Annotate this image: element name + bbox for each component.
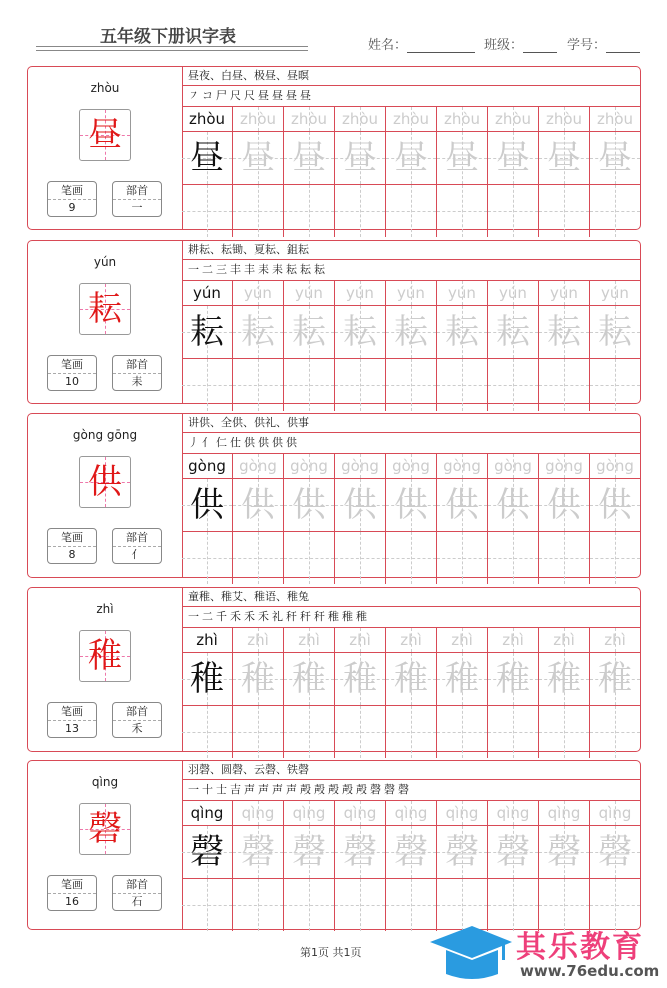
char-info <box>28 588 183 751</box>
stroke-step: 十 <box>202 783 216 796</box>
trace-char-cell[interactable]: 稚 <box>488 653 539 705</box>
stroke-count-value: 16 <box>65 895 79 908</box>
practice-cell[interactable] <box>284 532 335 584</box>
trace-char-cell[interactable]: 昼 <box>437 132 488 184</box>
pinyin-cell: yún <box>488 281 539 305</box>
trace-char-cell[interactable]: 耘 <box>233 306 284 358</box>
practice-grid <box>182 588 640 751</box>
stroke-step: 磬 <box>398 783 412 796</box>
radical-label: 部首 <box>113 356 161 374</box>
pinyin-cell: qìng <box>233 801 284 825</box>
trace-row <box>182 132 640 185</box>
stroke-order <box>182 780 640 801</box>
stroke-count-label: 笔画 <box>48 529 96 547</box>
char-info <box>28 761 183 929</box>
pinyin-cell: qìng <box>488 801 539 825</box>
pinyin-cell: zhì <box>386 628 437 652</box>
stroke-step: 亻 <box>202 436 216 449</box>
pinyin-cell: gòng <box>539 454 590 478</box>
pinyin-cell: zhì <box>182 628 233 652</box>
trace-char-cell[interactable]: 耘 <box>284 306 335 358</box>
model-char-cell[interactable]: 昼 <box>182 132 233 184</box>
trace-char-cell[interactable]: 耘 <box>488 306 539 358</box>
stroke-step: 昼 <box>286 89 300 102</box>
stroke-step: 声 <box>258 783 272 796</box>
pinyin-cell: qìng <box>182 801 233 825</box>
blank-row <box>182 532 640 584</box>
title-underline <box>36 46 308 51</box>
char-display: 磬 <box>88 809 122 849</box>
graduation-cap-icon <box>428 922 512 982</box>
name-label: 姓名： <box>368 38 408 53</box>
char-display-box <box>79 803 131 855</box>
practice-cell[interactable] <box>182 359 233 411</box>
practice-grid <box>182 761 640 929</box>
pinyin-cell: zhì <box>335 628 386 652</box>
stroke-step: 声 <box>244 783 258 796</box>
stroke-step: 禾 <box>244 610 258 623</box>
pinyin-cell: zhòu <box>539 107 590 131</box>
trace-char-cell[interactable]: 稚 <box>539 653 590 705</box>
practice-cell[interactable] <box>539 706 590 758</box>
pinyin-row <box>182 107 640 132</box>
char-display: 昼 <box>88 115 122 155</box>
practice-cell[interactable] <box>539 532 590 584</box>
stroke-step: 殸 <box>356 783 370 796</box>
char-pinyin: zhòu <box>90 81 120 95</box>
radical-label: 部首 <box>113 529 161 547</box>
trace-char-cell[interactable]: 磬 <box>386 826 437 878</box>
practice-cell[interactable] <box>233 706 284 758</box>
stroke-step: 一 <box>188 783 202 796</box>
pinyin-cell: zhì <box>488 628 539 652</box>
radical-value: 禾 <box>131 722 143 735</box>
practice-cell[interactable] <box>284 185 335 237</box>
char-card <box>27 66 641 230</box>
blank-row <box>182 359 640 411</box>
pinyin-cell: qìng <box>539 801 590 825</box>
logo <box>428 922 667 984</box>
trace-char-cell[interactable]: 稚 <box>590 653 640 705</box>
trace-char-cell[interactable]: 磬 <box>335 826 386 878</box>
pinyin-cell: zhòu <box>182 107 233 131</box>
trace-char-cell[interactable]: 昼 <box>386 132 437 184</box>
trace-char-cell[interactable]: 供 <box>437 479 488 531</box>
trace-char-cell[interactable]: 供 <box>539 479 590 531</box>
stroke-step: 三 <box>216 263 230 276</box>
char-info <box>28 67 183 229</box>
practice-cell[interactable] <box>182 185 233 237</box>
stroke-step: 二 <box>202 263 216 276</box>
char-card <box>27 240 641 404</box>
blank-row <box>182 185 640 237</box>
stroke-step: 秆 <box>314 610 328 623</box>
pinyin-cell: yún <box>284 281 335 305</box>
char-pinyin: gòng gōng <box>72 428 138 442</box>
stroke-step: 一 <box>188 263 202 276</box>
trace-char-cell[interactable]: 磬 <box>233 826 284 878</box>
pinyin-cell: zhòu <box>437 107 488 131</box>
stroke-step: 吉 <box>230 783 244 796</box>
stroke-order <box>182 433 640 454</box>
stroke-count-label: 笔画 <box>48 703 96 721</box>
practice-cell[interactable] <box>488 532 539 584</box>
pinyin-row <box>182 281 640 306</box>
example-words: 羽磬、圆磬、云磬、铁磬 <box>182 761 640 780</box>
stroke-step: 昼 <box>300 89 314 102</box>
stroke-count-box <box>47 181 97 217</box>
practice-cell[interactable] <box>335 532 386 584</box>
char-pinyin: qìng <box>91 775 119 789</box>
id-label: 学号： <box>567 38 607 53</box>
practice-cell[interactable] <box>386 706 437 758</box>
practice-cell[interactable] <box>335 359 386 411</box>
char-card <box>27 760 641 930</box>
trace-char-cell[interactable]: 稚 <box>233 653 284 705</box>
char-display-box <box>79 456 131 508</box>
practice-cell[interactable] <box>590 359 640 411</box>
practice-cell[interactable] <box>233 532 284 584</box>
trace-char-cell[interactable]: 稚 <box>437 653 488 705</box>
practice-cell[interactable] <box>539 359 590 411</box>
trace-char-cell[interactable]: 昼 <box>590 132 640 184</box>
trace-char-cell[interactable]: 稚 <box>284 653 335 705</box>
stroke-count-box <box>47 702 97 738</box>
stroke-count-label: 笔画 <box>48 356 96 374</box>
stroke-order <box>182 260 640 281</box>
practice-cell[interactable] <box>539 185 590 237</box>
stroke-count-value: 8 <box>68 548 76 561</box>
pinyin-row <box>182 801 640 826</box>
stroke-step: 昼 <box>258 89 272 102</box>
stroke-step: 稚 <box>356 610 370 623</box>
stroke-step: 声 <box>286 783 300 796</box>
radical-label: 部首 <box>113 182 161 200</box>
char-display: 供 <box>88 462 122 502</box>
stroke-count-value: 9 <box>68 201 76 214</box>
pinyin-cell: zhòu <box>284 107 335 131</box>
stroke-step: 仁 <box>216 436 230 449</box>
stroke-step: 尺 <box>230 89 244 102</box>
stroke-step: 昼 <box>272 89 286 102</box>
radical-value: 耒 <box>131 375 143 388</box>
stroke-step: 千 <box>216 610 230 623</box>
stroke-step: 磬 <box>384 783 398 796</box>
model-char-cell[interactable]: 耘 <box>182 306 233 358</box>
trace-char-cell[interactable]: 供 <box>590 479 640 531</box>
practice-cell[interactable] <box>182 879 233 931</box>
pinyin-cell: zhòu <box>335 107 386 131</box>
pinyin-cell: qìng <box>590 801 640 825</box>
class-label: 班级： <box>484 38 524 53</box>
char-info <box>28 241 183 403</box>
practice-cell[interactable] <box>182 706 233 758</box>
stroke-order <box>182 607 640 628</box>
pinyin-cell: qìng <box>284 801 335 825</box>
stroke-step: 殸 <box>314 783 328 796</box>
trace-char-cell[interactable]: 耘 <box>539 306 590 358</box>
stroke-step: 稚 <box>328 610 342 623</box>
trace-row <box>182 653 640 706</box>
stroke-count-box <box>47 875 97 911</box>
trace-char-cell[interactable]: 磬 <box>590 826 640 878</box>
stroke-step: 丰 <box>244 263 258 276</box>
stroke-step: ㇇ <box>188 89 202 102</box>
radical-label: 部首 <box>113 876 161 894</box>
trace-char-cell[interactable]: 磬 <box>437 826 488 878</box>
model-char-cell[interactable]: 稚 <box>182 653 233 705</box>
pinyin-cell: zhì <box>539 628 590 652</box>
page-title: 五年级下册识字表 <box>100 27 236 47</box>
pinyin-cell: zhòu <box>386 107 437 131</box>
example-words: 童稚、稚艾、稚语、稚兔 <box>182 588 640 607</box>
pinyin-cell: zhòu <box>233 107 284 131</box>
practice-cell[interactable] <box>335 706 386 758</box>
pinyin-cell: qìng <box>386 801 437 825</box>
char-card <box>27 413 641 578</box>
practice-cell[interactable] <box>335 185 386 237</box>
stroke-step: 磬 <box>370 783 384 796</box>
radical-value: 一 <box>131 201 143 214</box>
example-words: 讲供、全供、供礼、供事 <box>182 414 640 433</box>
practice-cell[interactable] <box>437 359 488 411</box>
pinyin-cell: yún <box>233 281 284 305</box>
stroke-count-value: 10 <box>65 375 79 388</box>
stroke-step: 士 <box>216 783 230 796</box>
practice-cell[interactable] <box>488 706 539 758</box>
model-char-cell[interactable]: 供 <box>182 479 233 531</box>
practice-cell[interactable] <box>488 359 539 411</box>
stroke-count-label: 笔画 <box>48 876 96 894</box>
trace-char-cell[interactable]: 耘 <box>386 306 437 358</box>
pinyin-cell: gòng <box>182 454 233 478</box>
pinyin-cell: zhòu <box>590 107 640 131</box>
name-field[interactable] <box>368 34 475 53</box>
practice-cell[interactable] <box>233 879 284 931</box>
practice-cell[interactable] <box>284 879 335 931</box>
stroke-step: 稚 <box>342 610 356 623</box>
model-char-cell[interactable]: 磬 <box>182 826 233 878</box>
stroke-step: 丿 <box>188 436 202 449</box>
stroke-step: コ <box>202 89 216 102</box>
trace-char-cell[interactable]: 稚 <box>335 653 386 705</box>
char-display: 耘 <box>88 289 122 329</box>
practice-cell[interactable] <box>590 532 640 584</box>
pinyin-cell: yún <box>437 281 488 305</box>
pinyin-cell: qìng <box>335 801 386 825</box>
pinyin-cell: zhì <box>590 628 640 652</box>
stroke-step: 供 <box>258 436 272 449</box>
pinyin-cell: gòng <box>488 454 539 478</box>
trace-char-cell[interactable]: 昼 <box>284 132 335 184</box>
char-pinyin: yún <box>93 255 117 269</box>
practice-cell[interactable] <box>437 185 488 237</box>
stroke-step: 禾 <box>230 610 244 623</box>
radical-box <box>112 181 162 217</box>
stroke-step: 二 <box>202 610 216 623</box>
logo-url: www.76edu.com <box>520 962 660 980</box>
stroke-step: 耒 <box>258 263 272 276</box>
trace-char-cell[interactable]: 昼 <box>335 132 386 184</box>
radical-value: 亻 <box>131 548 143 561</box>
stroke-step: 供 <box>272 436 286 449</box>
stroke-step: 耘 <box>314 263 328 276</box>
stroke-step: 尺 <box>244 89 258 102</box>
trace-char-cell[interactable]: 供 <box>488 479 539 531</box>
stroke-step: 殸 <box>328 783 342 796</box>
pinyin-cell: yún <box>386 281 437 305</box>
pinyin-cell: gòng <box>335 454 386 478</box>
trace-char-cell[interactable]: 昼 <box>488 132 539 184</box>
practice-cell[interactable] <box>284 706 335 758</box>
practice-cell[interactable] <box>386 532 437 584</box>
pinyin-cell: gòng <box>284 454 335 478</box>
stroke-step: 供 <box>244 436 258 449</box>
practice-cell[interactable] <box>386 359 437 411</box>
trace-char-cell[interactable]: 耘 <box>335 306 386 358</box>
trace-row <box>182 826 640 879</box>
practice-cell[interactable] <box>437 532 488 584</box>
stroke-step: 一 <box>188 610 202 623</box>
char-display-box <box>79 630 131 682</box>
radical-label: 部首 <box>113 703 161 721</box>
stroke-step: 禾 <box>258 610 272 623</box>
stroke-step: 耒 <box>272 263 286 276</box>
pinyin-cell: zhòu <box>488 107 539 131</box>
pinyin-cell: yún <box>182 281 233 305</box>
practice-cell[interactable] <box>233 185 284 237</box>
trace-char-cell[interactable]: 磬 <box>284 826 335 878</box>
pinyin-cell: yún <box>539 281 590 305</box>
trace-char-cell[interactable]: 耘 <box>437 306 488 358</box>
radical-box <box>112 528 162 564</box>
page-number: 第1页 共1页 <box>300 946 362 959</box>
trace-char-cell[interactable]: 供 <box>233 479 284 531</box>
stroke-count-value: 13 <box>65 722 79 735</box>
pinyin-cell: yún <box>335 281 386 305</box>
stroke-order <box>182 86 640 107</box>
pinyin-cell: gòng <box>386 454 437 478</box>
stroke-count-label: 笔画 <box>48 182 96 200</box>
stroke-step: 礼 <box>272 610 286 623</box>
pinyin-cell: gòng <box>437 454 488 478</box>
trace-row <box>182 479 640 532</box>
stroke-step: 仕 <box>230 436 244 449</box>
stroke-step: 秆 <box>286 610 300 623</box>
stroke-step: 殸 <box>342 783 356 796</box>
stroke-step: 殸 <box>300 783 314 796</box>
practice-grid <box>182 241 640 403</box>
trace-row <box>182 306 640 359</box>
trace-char-cell[interactable]: 供 <box>386 479 437 531</box>
stroke-step: 耘 <box>286 263 300 276</box>
char-card <box>27 587 641 752</box>
practice-cell[interactable] <box>335 879 386 931</box>
char-pinyin: zhì <box>96 602 114 616</box>
radical-value: 石 <box>131 895 143 908</box>
char-info <box>28 414 183 577</box>
radical-box <box>112 355 162 391</box>
trace-char-cell[interactable]: 昼 <box>233 132 284 184</box>
trace-char-cell[interactable]: 磬 <box>488 826 539 878</box>
pinyin-cell: zhì <box>437 628 488 652</box>
char-display: 稚 <box>88 636 122 676</box>
practice-cell[interactable] <box>284 359 335 411</box>
stroke-step: 声 <box>272 783 286 796</box>
stroke-count-box <box>47 528 97 564</box>
stroke-count-box <box>47 355 97 391</box>
trace-char-cell[interactable]: 稚 <box>386 653 437 705</box>
trace-char-cell[interactable]: 磬 <box>539 826 590 878</box>
pinyin-cell: zhì <box>284 628 335 652</box>
pinyin-cell: qìng <box>437 801 488 825</box>
trace-char-cell[interactable]: 昼 <box>539 132 590 184</box>
example-words: 昼夜、白昼、极昼、昼暝 <box>182 67 640 86</box>
char-display-box <box>79 109 131 161</box>
pinyin-cell: gòng <box>590 454 640 478</box>
stroke-step: 尸 <box>216 89 230 102</box>
trace-char-cell[interactable]: 耘 <box>590 306 640 358</box>
blank-row <box>182 706 640 758</box>
pinyin-row <box>182 454 640 479</box>
pinyin-cell: gòng <box>233 454 284 478</box>
practice-cell[interactable] <box>488 185 539 237</box>
id-field[interactable] <box>567 34 640 53</box>
practice-cell[interactable] <box>437 706 488 758</box>
logo-name: 其乐教育 <box>516 930 644 965</box>
practice-cell[interactable] <box>386 185 437 237</box>
example-words: 耕耘、耘锄、夏耘、鉏耘 <box>182 241 640 260</box>
trace-char-cell[interactable]: 供 <box>335 479 386 531</box>
stroke-step: 供 <box>286 436 300 449</box>
stroke-step: 秆 <box>300 610 314 623</box>
trace-char-cell[interactable]: 供 <box>284 479 335 531</box>
practice-cell[interactable] <box>233 359 284 411</box>
pinyin-cell: zhì <box>233 628 284 652</box>
practice-cell[interactable] <box>182 532 233 584</box>
radical-box <box>112 875 162 911</box>
radical-box <box>112 702 162 738</box>
stroke-step: 丰 <box>230 263 244 276</box>
practice-cell[interactable] <box>590 706 640 758</box>
stroke-step: 耘 <box>300 263 314 276</box>
practice-grid <box>182 414 640 577</box>
class-field[interactable] <box>484 34 557 53</box>
practice-cell[interactable] <box>590 185 640 237</box>
practice-grid <box>182 67 640 229</box>
pinyin-cell: yún <box>590 281 640 305</box>
char-display-box <box>79 283 131 335</box>
pinyin-row <box>182 628 640 653</box>
